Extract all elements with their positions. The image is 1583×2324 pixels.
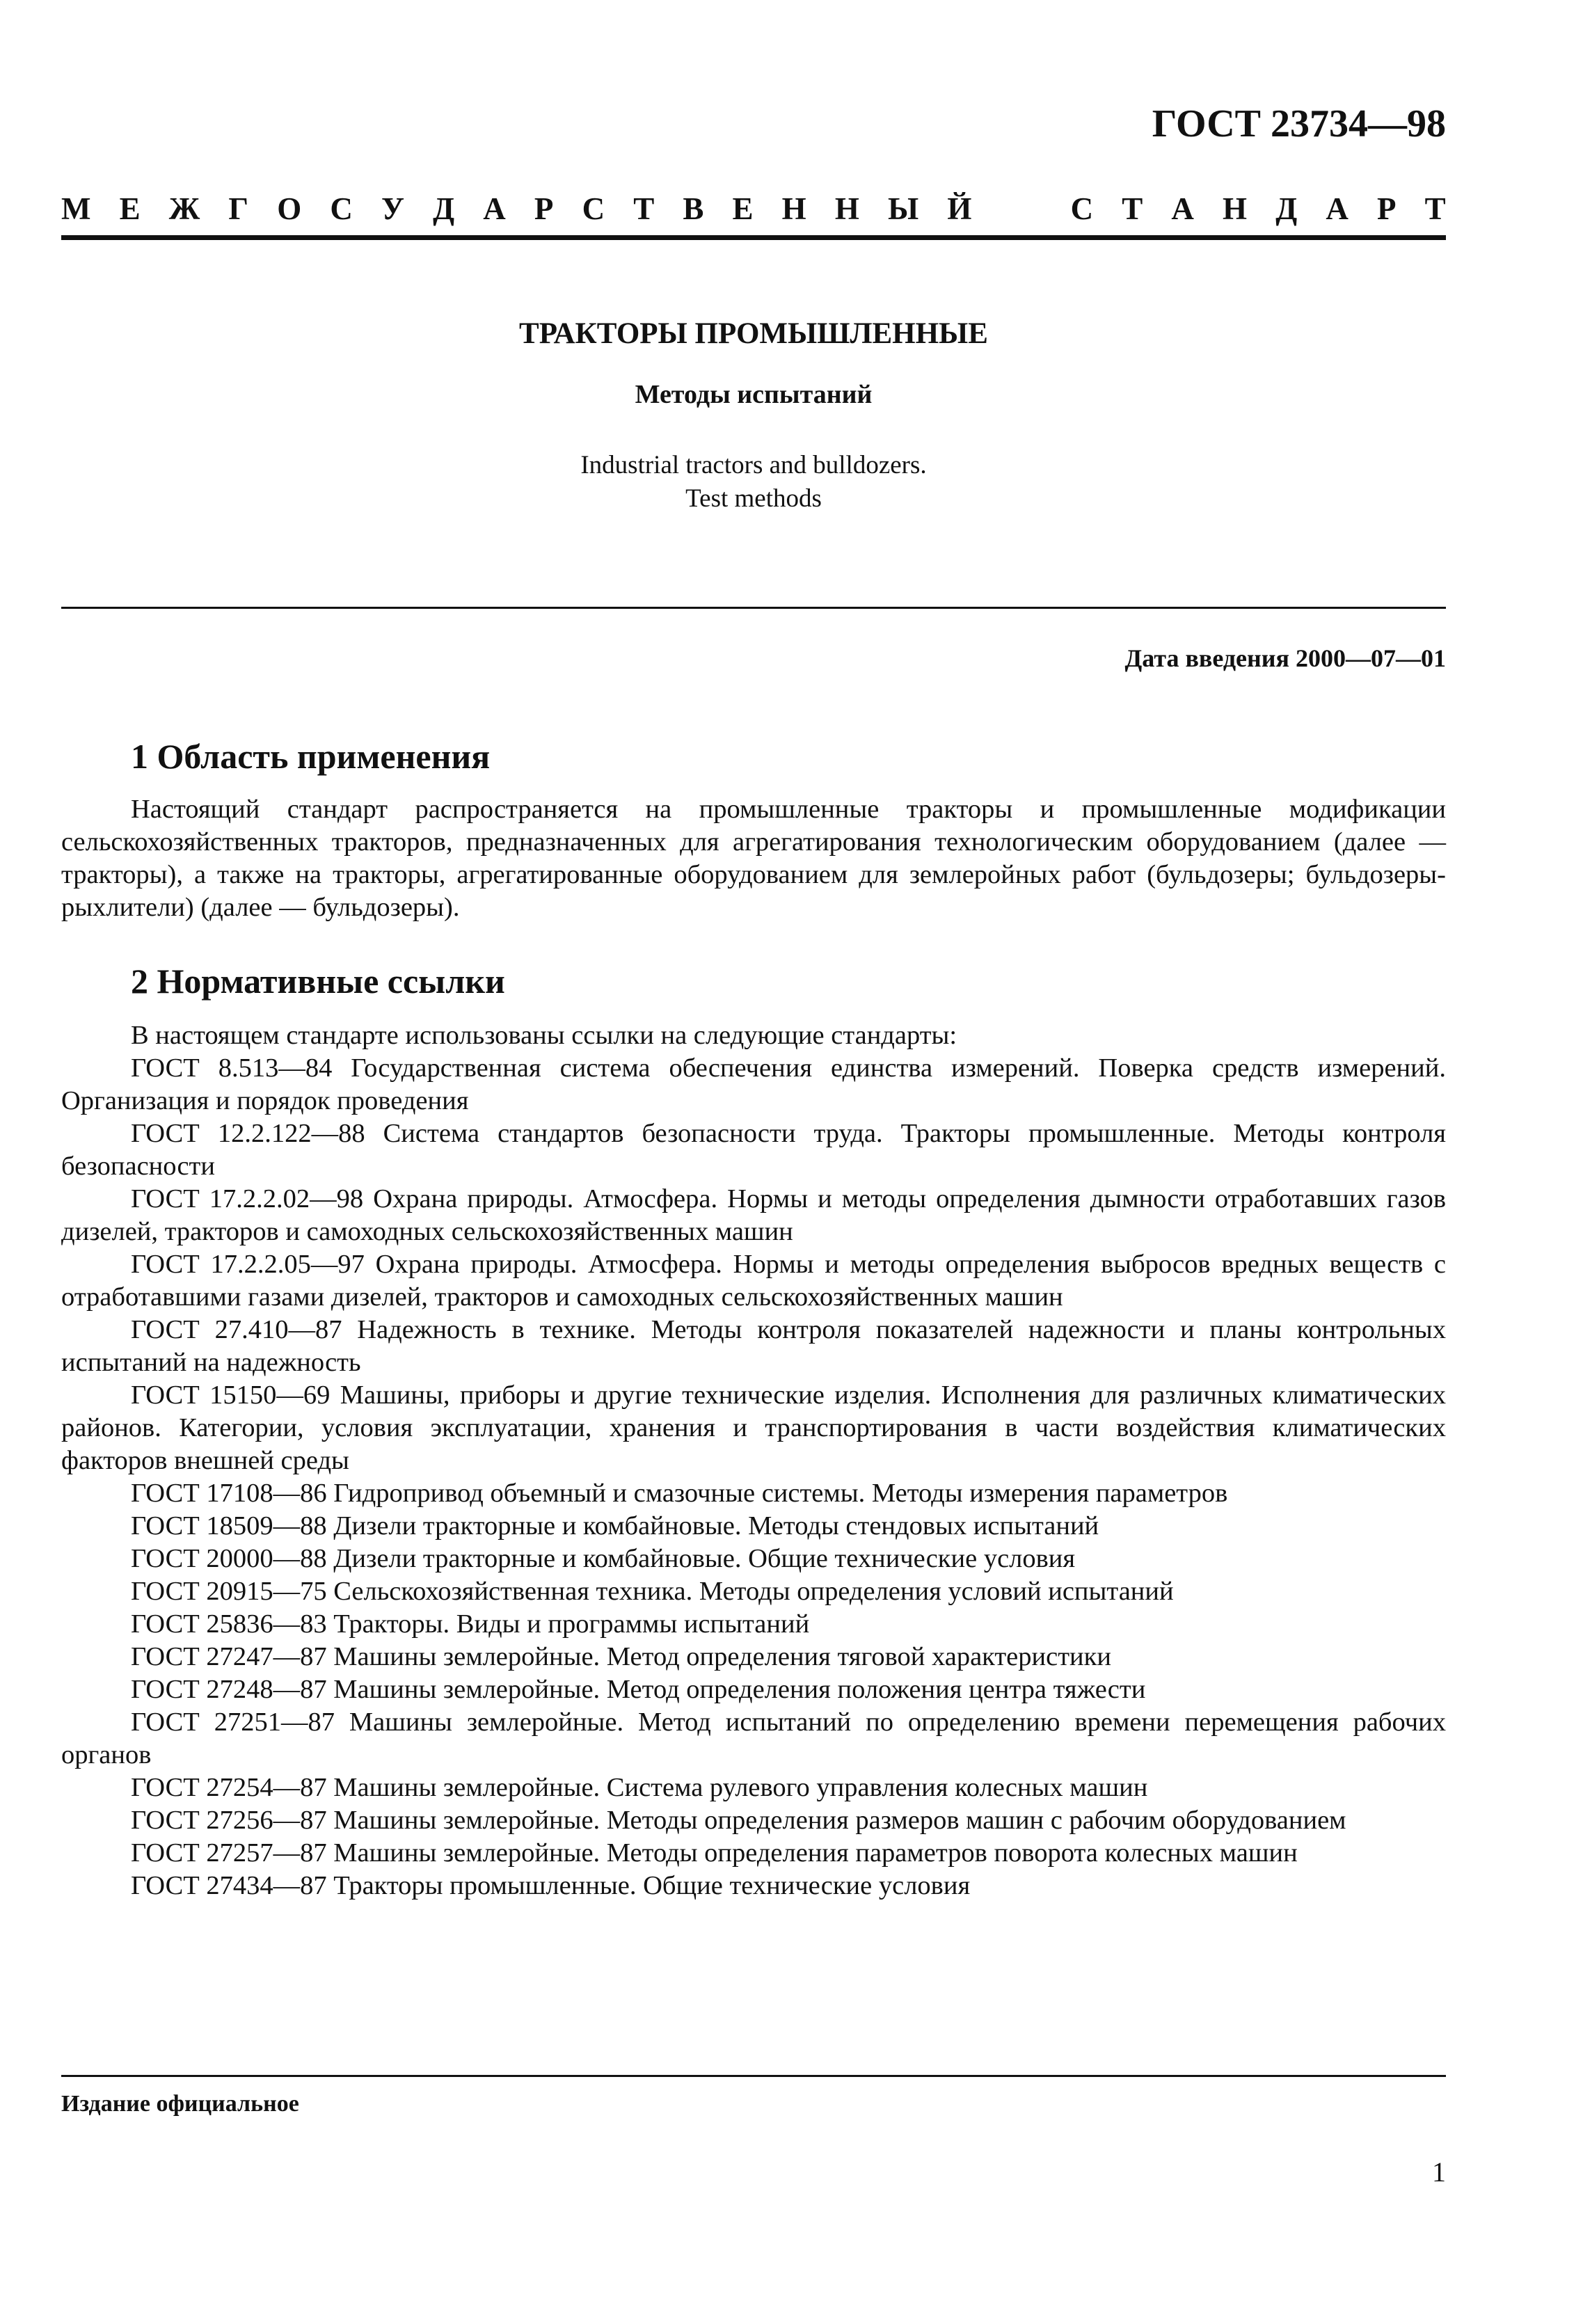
reference-item: ГОСТ 27.410—87 Надежность в технике. Методы контроля показателей надежности и планы контрольных испытаний на надежность xyxy=(61,1315,1446,1377)
interstate-standard-banner xyxy=(61,193,1446,225)
reference-item: ГОСТ 27434—87 Тракторы промышленные. Общие технические условия xyxy=(131,1871,971,1900)
reference-item: ГОСТ 17.2.2.05—97 Охрана природы. Атмосфера. Нормы и методы определения выбросов вредных веществ с отработавшими газами дизелей, тракторов и самоходных сельскохозяйственных машин xyxy=(61,1250,1446,1312)
banner-letter: Т xyxy=(633,191,655,226)
banner-letter: Ы xyxy=(887,191,919,226)
banner-letter: Е xyxy=(732,191,754,226)
document-code: ГОСТ 23734—98 xyxy=(1152,102,1446,145)
banner-letter: О xyxy=(277,191,302,226)
banner-gap xyxy=(1000,193,1042,225)
english-title xyxy=(61,449,1446,516)
reference-item: ГОСТ 18509—88 Дизели тракторные и комбайновые. Методы стендовых испытаний xyxy=(131,1511,1099,1541)
banner-letter: А xyxy=(483,191,506,226)
section-1-heading: 1 Область применения xyxy=(131,737,491,776)
section-2-heading: 2 Нормативные ссылки xyxy=(131,962,505,1001)
banner-letter: Ж xyxy=(168,191,200,226)
references-intro: В настоящем стандарте использованы ссылки на следующие стандарты: xyxy=(131,1021,957,1050)
banner-letter: Г xyxy=(228,191,249,226)
banner-letter: У xyxy=(381,191,405,226)
banner-letter: Т xyxy=(1122,191,1143,226)
banner-letter: Р xyxy=(1376,191,1397,226)
reference-item: ГОСТ 27247—87 Машины землеройные. Метод определения тяговой характеристики xyxy=(131,1642,1111,1671)
reference-item: ГОСТ 27248—87 Машины землеройные. Метод определения положения центра тяжести xyxy=(131,1675,1146,1704)
reference-item: ГОСТ 20000—88 Дизели тракторные и комбайновые. Общие технические условия xyxy=(131,1544,1076,1573)
english-title-line: Industrial tractors and bulldozers. xyxy=(580,451,927,479)
banner-letter: Н xyxy=(834,191,859,226)
banner-letter: В xyxy=(683,191,704,226)
page-number: 1 xyxy=(1432,2156,1446,2188)
banner-letter: Е xyxy=(119,191,141,226)
sub-title: Методы испытаний xyxy=(635,380,873,409)
reference-item: ГОСТ 25836—83 Тракторы. Виды и программы испытаний xyxy=(131,1609,810,1639)
edition-label: Издание официальное xyxy=(61,2091,299,2117)
banner-letter: М xyxy=(61,191,91,226)
banner-letter: Т xyxy=(1424,191,1446,226)
title-divider xyxy=(61,607,1446,609)
normative-references-list xyxy=(61,1019,1446,1902)
banner-letter: С xyxy=(330,191,353,226)
reference-item: ГОСТ 27257—87 Машины землеройные. Методы определения параметров поворота колесных машин xyxy=(131,1838,1298,1868)
footer-rule xyxy=(61,2075,1446,2077)
reference-item: ГОСТ 27254—87 Машины землеройные. Система рулевого управления колесных машин xyxy=(131,1773,1148,1802)
reference-item: ГОСТ 15150—69 Машины, приборы и другие технические изделия. Исполнения для различных климатических районов. Категории, условия эксплуатации, хранения и транспортирования в части воздействия климатических факторов внешней среды xyxy=(61,1380,1446,1475)
reference-item: ГОСТ 27256—87 Машины землеройные. Методы определения размеров машин с рабочим оборудованием xyxy=(131,1806,1346,1835)
section-1-body xyxy=(61,793,1446,924)
main-title: ТРАКТОРЫ ПРОМЫШЛЕННЫЕ xyxy=(519,317,988,350)
banner-letter: Д xyxy=(433,191,455,226)
banner-letter: Й xyxy=(947,191,972,226)
banner-letter: С xyxy=(1070,191,1094,226)
banner-letter: Н xyxy=(1223,191,1248,226)
header-rule xyxy=(61,235,1446,240)
reference-item: ГОСТ 17108—86 Гидропривод объемный и смазочные системы. Методы измерения параметров xyxy=(131,1479,1228,1508)
reference-item: ГОСТ 20915—75 Сельскохозяйственная техника. Методы определения условий испытаний xyxy=(131,1577,1174,1606)
banner-letter: С xyxy=(582,191,605,226)
reference-item: ГОСТ 27251—87 Машины землеройные. Метод испытаний по определению времени перемещения рабочих органов xyxy=(61,1708,1446,1769)
banner-letter: Н xyxy=(781,191,806,226)
banner-letter: Д xyxy=(1275,191,1298,226)
banner-letter: Р xyxy=(534,191,554,226)
document-page xyxy=(61,0,1446,2324)
reference-item: ГОСТ 8.513—84 Государственная система обеспечения единства измерений. Поверка средств измерений. Организация и порядок проведения xyxy=(61,1053,1446,1115)
english-title-line: Test methods xyxy=(685,484,822,513)
banner-letter: А xyxy=(1326,191,1349,226)
reference-item: ГОСТ 17.2.2.02—98 Охрана природы. Атмосфера. Нормы и методы определения дымности отработавших газов дизелей, тракторов и самоходных сельскохозяйственных машин xyxy=(61,1184,1446,1246)
banner-letter: А xyxy=(1171,191,1194,226)
scope-paragraph: Настоящий стандарт распространяется на промышленные тракторы и промышленные модификации сельскохозяйственных тракторов, предназначенных для агрегатирования технологическим оборудованием (далее — тракторы), а также на тракторы, агрегатированные оборудованием для землеройных работ (бульдозеры; бульдозеры-рыхлители) (далее — бульдозеры). xyxy=(61,795,1446,922)
introduction-date: Дата введения 2000—07—01 xyxy=(1124,644,1446,672)
reference-item: ГОСТ 12.2.122—88 Система стандартов безопасности труда. Тракторы промышленные. Методы контроля безопасности xyxy=(61,1119,1446,1181)
